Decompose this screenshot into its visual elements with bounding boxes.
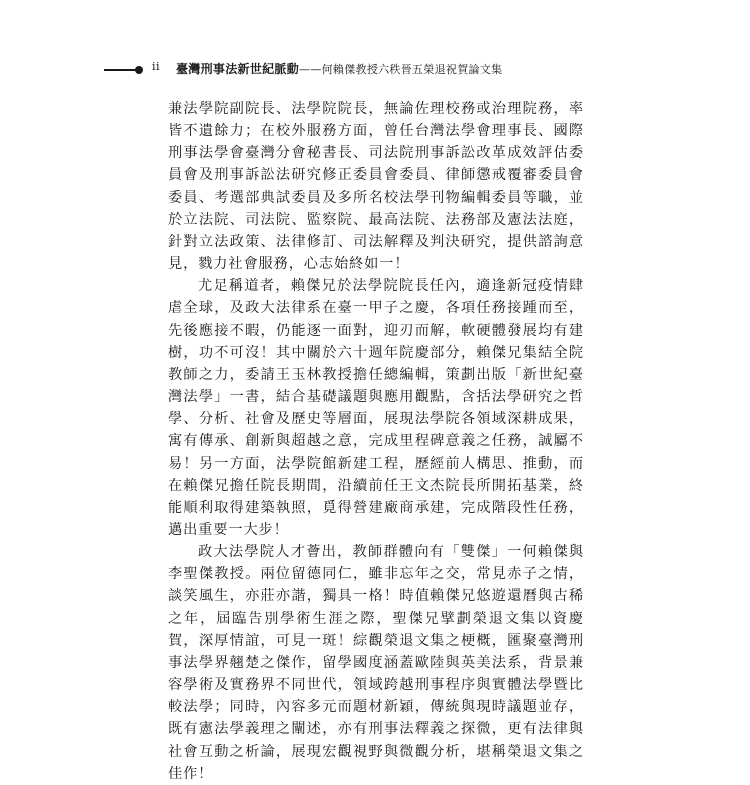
book-title: 臺灣刑事法新世紀脈動 xyxy=(176,62,300,76)
book-subtitle: ——何賴傑教授六秩晉五榮退祝賀論文集 xyxy=(299,63,503,76)
paragraph-2: 尤足稱道者，賴傑兄於法學院院長任內，適逢新冠疫情肆虐全球，及政大法律系在臺一甲子之慶，各項任務接踵而至，先後應接不暇，仍能逐一面對，迎刃而解，軟硬體發展均有建樹，功不可沒！其中關於六十週年院慶部分，賴傑兄集結全院教師之力，委請王玉林教授擔任總編輯，策劃出版「新世紀臺灣法學」一書，結合基礎議題與應用觀點，含括法學研究之哲學、分析、社會及歷史等層面，展現法學院各領域深耕成果，寓有傳承、創新與超越之意，完成里程碑意義之任務，誠屬不易！另一方面，法學院館新建工程，歷經前人構思、推動，而在賴傑兄擔任院長期間，沿續前任王文杰院長所開拓基業，終能順利取得建築執照，覓得營建廠商承建，完成階段性任務，邁出重要一大步！ xyxy=(168,278,584,538)
running-head xyxy=(104,58,664,80)
running-head-rule xyxy=(104,69,138,71)
paragraph-3: 政大法學院人才薈出，教師群體向有「雙傑」一何賴傑與李聖傑教授。兩位留德同仁，雖非忘年之交，常見赤子之情，談笑風生，亦莊亦諧，獨具一格！時值賴傑兄悠遊還曆與古稀之年，屆臨告別學術生涯之際，聖傑兄擘劃榮退文集以資慶賀，深厚情誼，可見一斑！綜觀榮退文集之梗概，匯聚臺灣刑事法學界翹楚之傑作，留學國度涵蓋歐陸與英美法系，背景兼容學術及實務界不同世代，領域跨越刑事程序與實體法學暨比較法學；同時，內容多元而題材新穎，傳統與現時議題並存，既有憲法學義理之闡述，亦有刑事法釋義之探微，更有法律與社會互動之析論，展現宏觀視野與微觀分析，堪稱榮退文集之佳作！ xyxy=(168,544,584,782)
body-text xyxy=(168,98,584,785)
running-head-title xyxy=(176,60,502,77)
page-number: ii xyxy=(152,60,161,73)
running-head-bullet xyxy=(135,66,143,74)
paragraph-1: 兼法學院副院長、法學院院長，無論佐理校務或治理院務，率皆不遺餘力；在校外服務方面，曾任台灣法學會理事長、國際刑事法學會臺灣分會秘書長、司法院刑事訴訟改革成效評估委員會及刑事訴訟法研究修正委員會委員、律師懲戒覆審委員會委員、考選部典試委員及多所名校法學刊物編輯委員等職，並於立法院、司法院、監察院、最高法院、法務部及憲法法庭，針對立法政策、法律修訂、司法解釋及判決研究，提供諮詢意見，戮力社會服務，心志始終如一！ xyxy=(168,101,584,273)
